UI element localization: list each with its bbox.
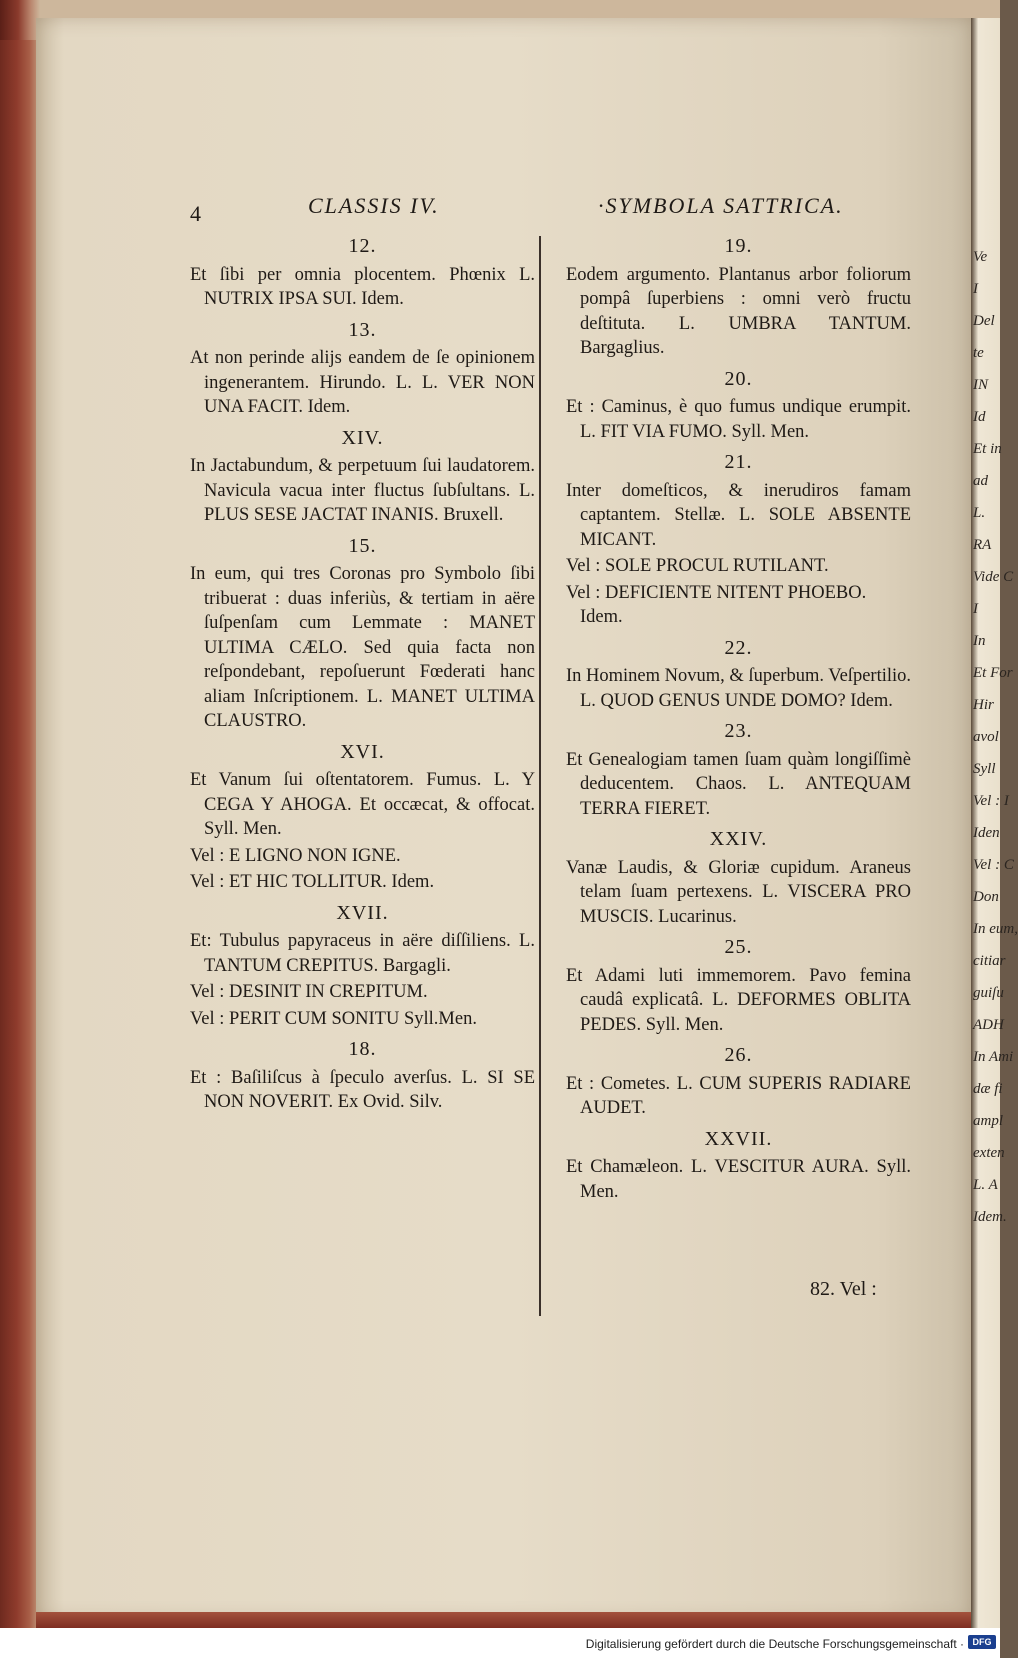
facing-page-fragment: In Ami — [973, 1049, 1014, 1065]
entry-text: In Hominem Novum, & ſuperbum. Veſpertilio. L. QUOD GENUS UNDE DOMO? Idem. — [566, 666, 911, 711]
catchword: 82. Vel : — [810, 1278, 877, 1300]
facing-page-fragment: Hir — [973, 697, 994, 713]
entry-number: XVII. — [336, 901, 389, 924]
page-number: 4 — [190, 201, 201, 226]
running-head-left: CLASSIS IV. — [308, 193, 440, 218]
entry-text: Et : Cometes. L. CUM SUPERIS RADIARE AUDET. — [566, 1073, 911, 1118]
facing-page-fragment: Et For — [973, 665, 1013, 681]
entry — [566, 450, 911, 630]
variant-line: Vel : DESINIT IN CREPITUM. — [190, 982, 428, 1002]
entry-text: Et Adami luti immemorem. Pavo femina caudâ explicatâ. L. DEFORMES OBLITA PEDES. Syll. Men. — [566, 965, 911, 1035]
variant-line: Vel : ET HIC TOLLITUR. Idem. — [190, 872, 435, 892]
facing-page-fragment: I — [973, 281, 978, 297]
entry — [566, 827, 911, 929]
entry-number: XXIV. — [709, 828, 768, 850]
entry-text: Vanæ Laudis, & Gloriæ cupidum. Araneus telam ſuam pertexens. L. VISCERA PRO MUSCIS. Lucarinus. — [566, 857, 911, 927]
facing-page-fragment: Iden — [973, 825, 1000, 841]
facing-page-fragment: Et in — [973, 441, 1002, 457]
entry-text: Eodem argumento. Plantanus arbor foliorum pompâ ſuperbiens : omni verò fructu deſtituta. L. UMBRA TANTUM. Bargaglius. — [566, 264, 911, 358]
entry — [190, 901, 535, 1032]
facing-page-fragment: Vel : C — [973, 857, 1014, 873]
entry-text: Et Vanum ſui oſtentatorem. Fumus. L. Y CEGA Y AHOGA. Et occæcat, & offocat. Syll. Men. — [190, 770, 535, 839]
entry-number: 25. — [724, 936, 753, 958]
facing-page-fragment: IN — [973, 377, 988, 393]
facing-page-fragment: Vel : I — [973, 793, 1009, 809]
entry-text: Et : Caminus, è quo fumus undique erumpit. L. FIT VIA FUMO. Syll. Men. — [566, 397, 911, 442]
facing-page-fragment: Ve — [973, 249, 988, 265]
entry-text: Et: Tubulus papyraceus in aëre diſſiliens. L. TANTUM CREPITUS. Bargagli. — [190, 931, 535, 976]
facing-page-fragment: In — [973, 633, 986, 649]
variant-line: Vel : SOLE PROCUL RUTILANT. — [566, 556, 829, 576]
facing-page-fragment: te — [973, 345, 984, 361]
book-page-edges-bottom — [36, 1612, 971, 1628]
column-divider — [539, 236, 541, 1316]
facing-page-fragment: ADH — [973, 1017, 1004, 1033]
entry-text: In Jactabundum, & perpetuum ſui laudatorem. Navicula vacua inter fluctus ſubſultans. L. PLUS SESE JACTAT INANIS. Bruxell. — [190, 456, 535, 525]
facing-page-fragment: L. A — [973, 1177, 998, 1193]
entry — [190, 234, 535, 312]
entry — [566, 719, 911, 821]
entry — [190, 1037, 535, 1115]
entry-text: Et ſibi per omnia plocentem. Phœnix L. NUTRIX IPSA SUI. Idem. — [190, 264, 535, 309]
entry-text: In eum, qui tres Coronas pro Symbolo ſibi tribuerat : duas inferiùs, & tertiam in aëre ſuſpenſam cum Lemmate : MANET ULTIMA CÆLO. Sed quia facta non reſpondebant, repoſuerunt Fœderati hanc aliam Inſcriptionem. L. MANET ULTIMA CLAUSTRO. — [190, 564, 535, 731]
entry-number: 21. — [724, 451, 753, 473]
entry — [190, 318, 535, 420]
facing-page-fragment: guiſu — [973, 985, 1004, 1001]
facing-page-fragment: ad — [973, 473, 988, 489]
entry-text: Et : Baſiliſcus à ſpeculo averſus. L. SI SE NON NOVERIT. Ex Ovid. Silv. — [190, 1067, 535, 1112]
entry-number: 22. — [724, 636, 753, 659]
entry-text: Et Genealogiam tamen ſuam quàm longiſſimè deducentem. Chaos. L. ANTEQUAM TERRA FIERET. — [566, 749, 911, 819]
entry-text: Inter domeſticos, & inerudiros famam captantem. Stellæ. L. SOLE ABSENTE MICANT. — [566, 480, 911, 550]
facing-page-fragment: avol — [973, 729, 999, 745]
facing-page-fragment: RA — [973, 537, 992, 553]
variant-line: Vel : PERIT CUM SONITU Syll.Men. — [190, 1008, 477, 1029]
running-head-right: ·SYMBOLA SATTRICA. — [598, 193, 844, 218]
entry-number: XIV. — [341, 426, 384, 449]
entry-text: At non perinde alijs eandem de ſe opinionem ingenerantem. Hirundo. L. L. VER NON UNA FACIT. Idem. — [190, 348, 535, 417]
entry — [566, 367, 911, 445]
running-head — [190, 193, 880, 225]
facing-page-fragment: Id — [973, 409, 986, 425]
entry — [190, 534, 535, 734]
facing-page-fragment: citiar — [973, 953, 1006, 969]
entry-number: 19. — [724, 235, 753, 257]
dfg-logo: DFG — [968, 1635, 996, 1649]
facing-page-fragment: ampl — [973, 1113, 1003, 1129]
facing-page-fragment: L. — [973, 505, 986, 521]
entry-number: 20. — [724, 367, 753, 390]
entry-number: XXVII. — [704, 1127, 773, 1150]
facing-page-fragment: Syll — [973, 761, 996, 777]
entry-number: 12. — [348, 235, 377, 257]
entry-number: 23. — [724, 720, 753, 742]
facing-page-fragment: In eum, — [973, 921, 1018, 937]
entry-number: 26. — [724, 1044, 753, 1066]
facing-page-fragment: Del — [973, 313, 995, 329]
entry — [566, 1127, 911, 1205]
entry — [566, 636, 911, 714]
footer-bar — [0, 1628, 1000, 1658]
entry-number: 18. — [348, 1038, 377, 1060]
entry-number: XVI. — [340, 740, 385, 763]
right-column — [566, 228, 911, 1210]
facing-page-fragment: Vide C — [973, 569, 1014, 585]
entry — [566, 234, 911, 361]
facing-page-fragment: dæ fi — [973, 1081, 1003, 1097]
entry-number: 15. — [348, 534, 377, 557]
footer-credit: Digitalisierung gefördert durch die Deutsche Forschungsgemeinschaft · — [585, 1637, 964, 1651]
facing-page-fragment: exten — [973, 1145, 1005, 1161]
facing-page-strip — [971, 18, 1018, 1628]
facing-page-fragment: Idem. — [973, 1209, 1007, 1225]
entry — [566, 935, 911, 1037]
entry-text: Et Chamæleon. L. VESCITUR AURA. Syll. Men. — [566, 1157, 911, 1202]
entry — [566, 1043, 911, 1121]
facing-page-fragment: I — [973, 601, 978, 617]
entry — [190, 740, 535, 895]
variant-line: Vel : E LIGNO NON IGNE. — [190, 845, 401, 866]
entry — [190, 426, 535, 528]
left-column — [190, 228, 535, 1121]
variant-line: Vel : DEFICIENTE NITENT PHOEBO. Idem. — [566, 582, 867, 627]
entry-number: 13. — [348, 318, 377, 341]
facing-page-fragment: Don — [973, 889, 999, 905]
